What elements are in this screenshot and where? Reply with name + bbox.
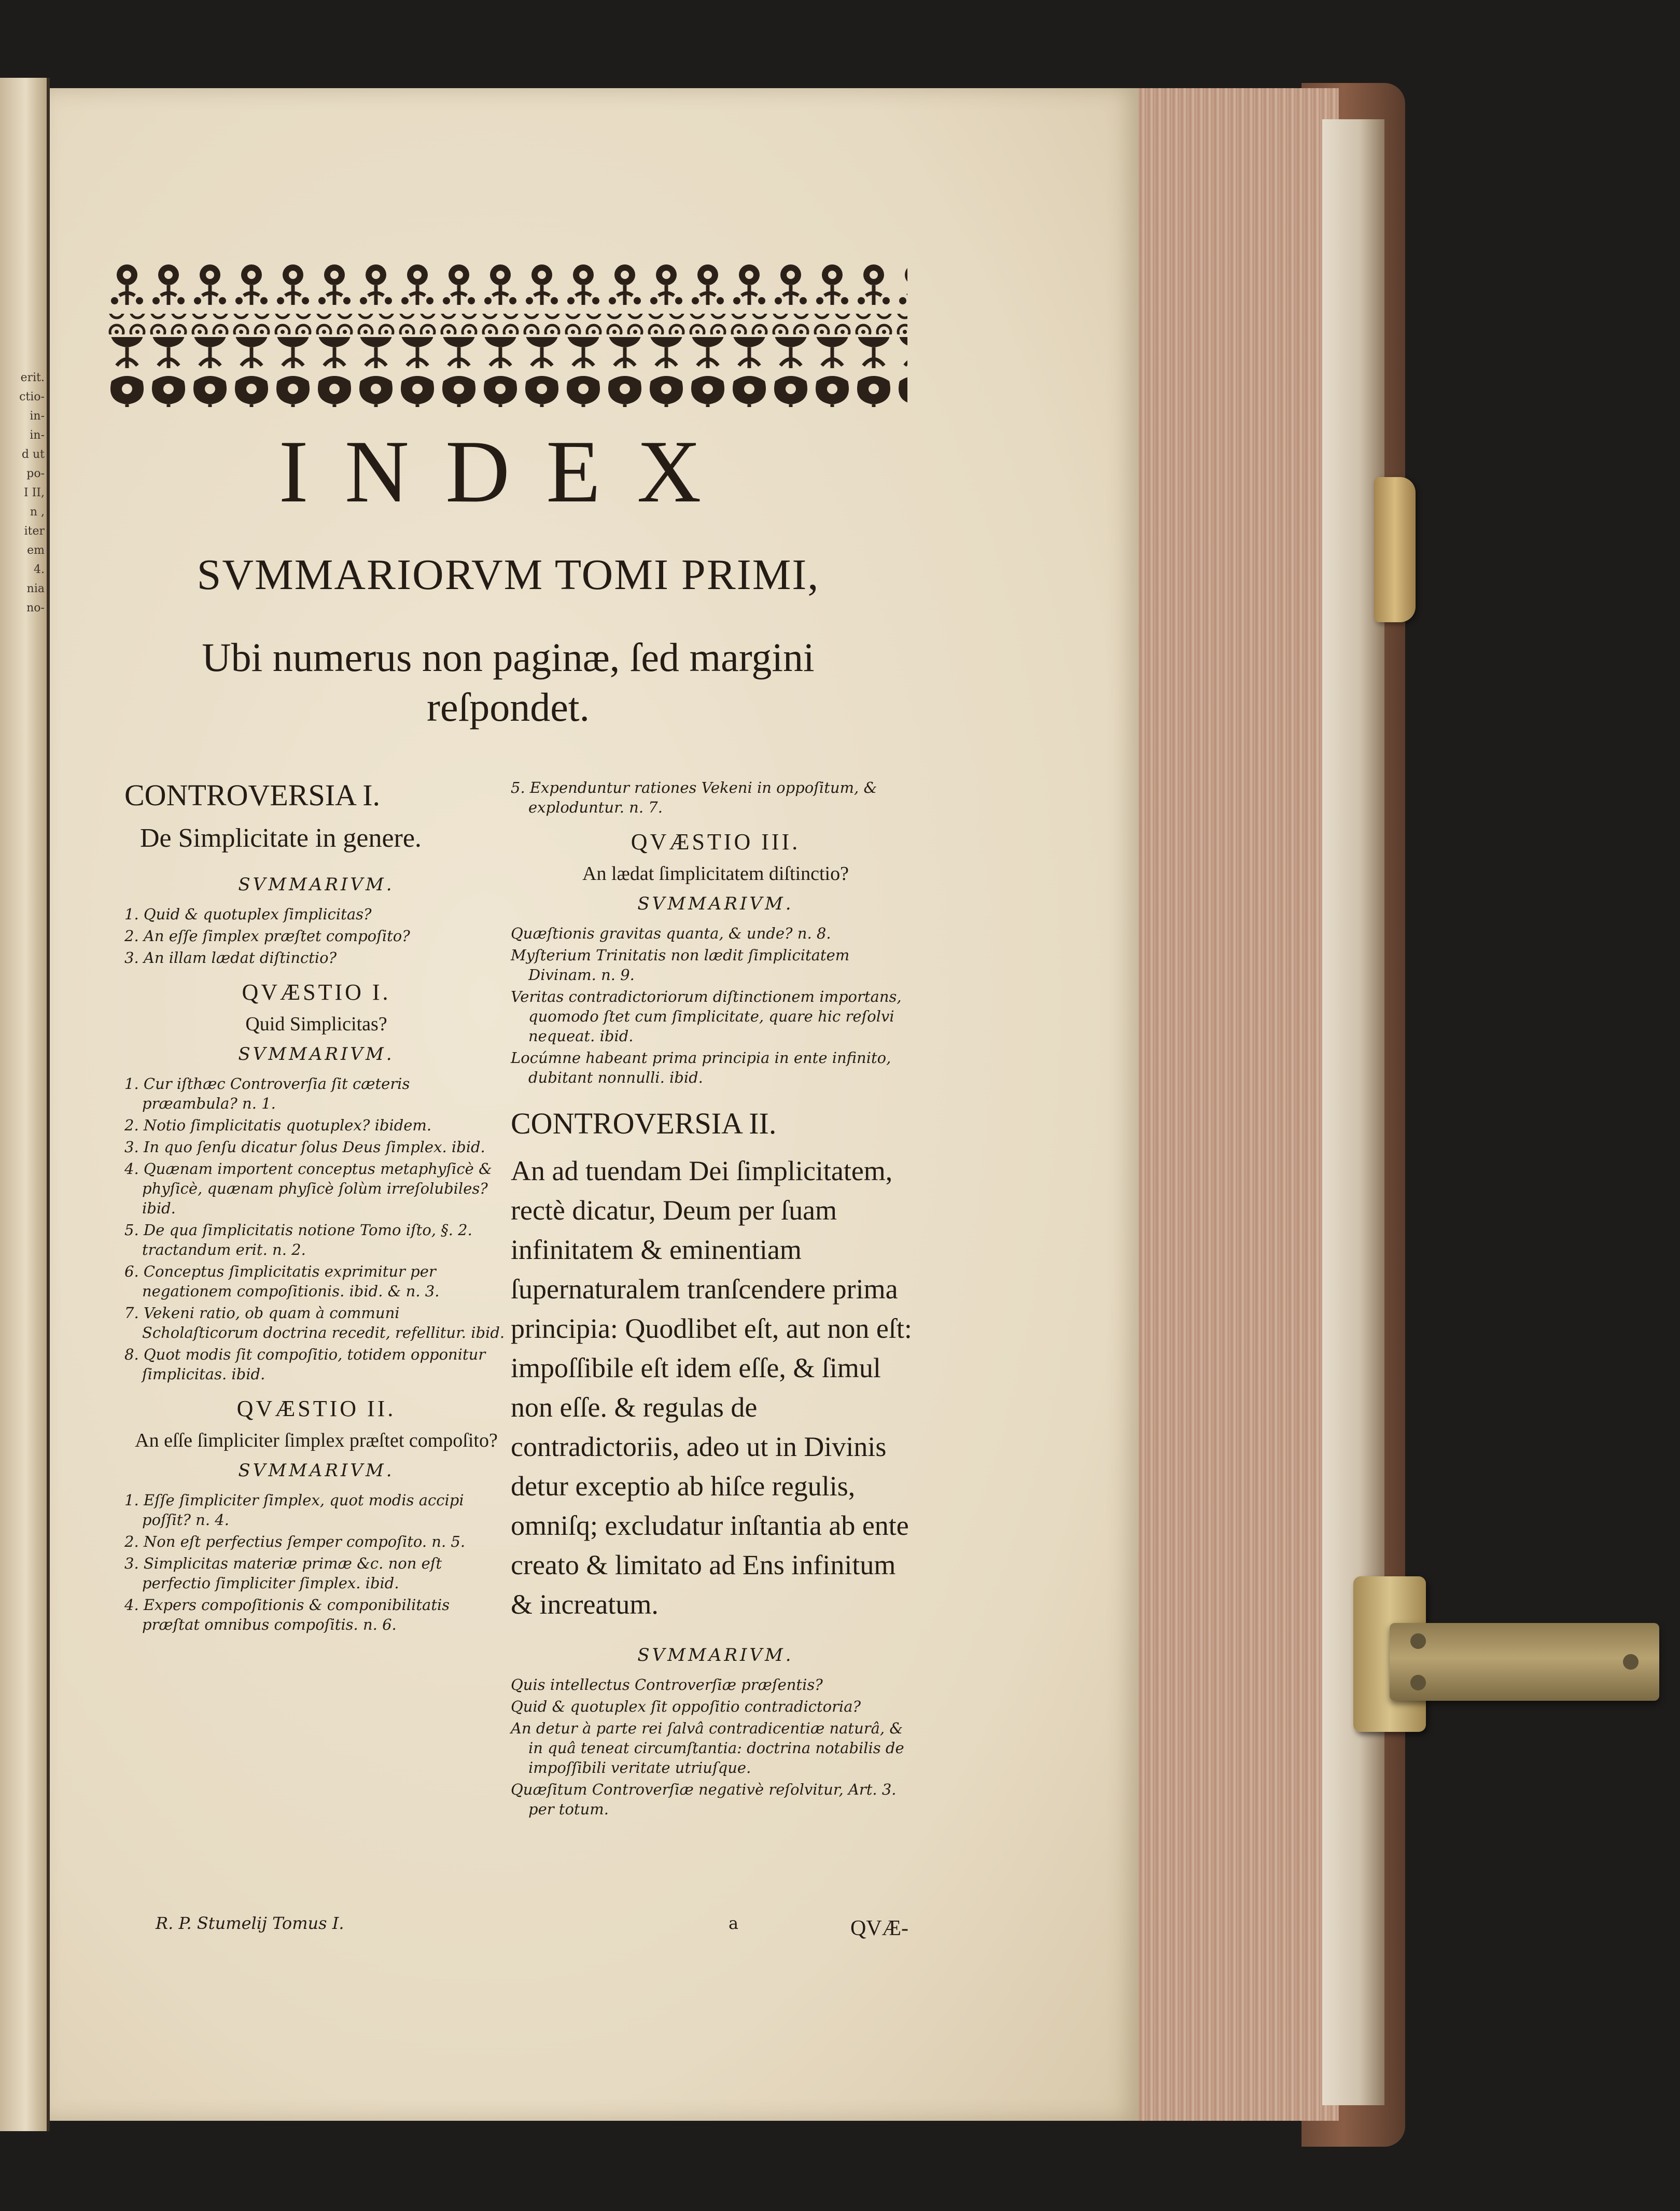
page-block-fore-edge xyxy=(1119,88,1339,2121)
left-fragment: n , xyxy=(30,506,45,519)
left-fragment: in- xyxy=(30,429,45,442)
left-page-edge xyxy=(0,78,50,2131)
summary-item: Quis intellectus Controverſiæ præſentis? xyxy=(511,1676,823,1694)
right-column xyxy=(511,778,920,1821)
summary-item: Myſterium Trinitatis non lædit ſimplicitatem Divinam. n. 9. xyxy=(511,946,850,984)
summary-item: 4. Expers compoſitionis & componibilitatis præſtat omnibus compoſitis. n. 6. xyxy=(124,1596,450,1633)
summary-item: 8. Quot modis ſit compoſitio, totidem opponitur ſimplicitas. ibid. xyxy=(124,1346,486,1383)
summary-item: 6. Conceptus ſimplicitatis exprimitur per negationem compoſitionis. ibid. & n. 3. xyxy=(124,1263,440,1300)
left-fragment: no- xyxy=(26,601,45,614)
left-fragment: em xyxy=(27,544,45,557)
signature-mark: a xyxy=(729,1913,739,1933)
rivet xyxy=(1410,1633,1426,1649)
summary-item: 7. Vekeni ratio, ob quam à communi Scholaſticorum doctrina recedit, refellitur. ibid. xyxy=(124,1304,505,1341)
controversia-2-heading: CONTROVERSIA II. xyxy=(511,1107,777,1140)
index-title: INDEX xyxy=(278,423,738,521)
summary-item: Veritas contradictoriorum diſtinctionem importans, quomodo ſtet cum ſimplicitate, quare hic reſolvi nequeat. ibid. xyxy=(511,988,902,1045)
left-fragment: iter xyxy=(24,525,45,538)
summary-item: 4. Quænam importent conceptus metaphyſicè & phyſicè, quænam phyſicè ſolùm irreſolubiles? ibid. xyxy=(124,1160,492,1217)
left-fragment: I II, xyxy=(23,486,45,499)
summary-item: Quæſitum Controverſiæ negativè reſolvitur, Art. 3. per totum. xyxy=(511,1781,897,1818)
left-fragment: d ut xyxy=(21,448,45,461)
summarium-label: SVMMARIVM. xyxy=(637,1645,794,1666)
summarium-label: SVMMARIVM. xyxy=(238,874,395,895)
quaestio-3-label: QVÆSTIO III. xyxy=(631,829,801,855)
summary-item: 3. In quo ſenſu dicatur ſolus Deus ſimplex. ibid. xyxy=(124,1138,485,1156)
controversia-1-heading: CONTROVERSIA I. xyxy=(124,778,381,812)
left-fragment: nia xyxy=(26,582,45,595)
summary-item: 3. An illam lædat diſtinctio? xyxy=(124,949,337,967)
summary-item: 1. Eſſe ſimpliciter ſimplex, quot modis accipi poſſit? n. 4. xyxy=(124,1491,464,1529)
summary-item: 1. Cur iſthæc Controverſia ſit cæteris præambula? n. 1. xyxy=(124,1075,410,1112)
summary-item: Locúmne habeant prima principia in ente infinito, dubitant nonnulli. ibid. xyxy=(511,1049,891,1086)
controversia-2-question: An ad tuendam Dei ſimplicitatem, rectè dicatur, Deum per ſuam infinitatem & eminentiam ſupernaturalem tranſcendere prima principia: Quodlibet eſt, aut non eſt: impoſſibile eſt idem eſſe, & ſimul non eſſe. & regulas de contradictoriis, adeo ut in Divinis detur exceptio ab hiſce regulis, omniſq; excludatur inſtantia ab ente creato & limitato ad Ens infinitum & increatum. xyxy=(511,1155,912,1620)
rivet xyxy=(1410,1675,1426,1690)
left-fragment: ctio- xyxy=(19,390,45,403)
rivet xyxy=(1623,1654,1639,1670)
signature-line: R. P. Stumelij Tomus I. xyxy=(156,1913,344,1933)
summary-item: An detur à parte rei ſalvâ contradicentiæ naturâ, & in quâ teneat circumſtantia: doctrina notabilis de impoſſibili veritate utriuſque. xyxy=(511,1719,904,1776)
left-page-text-fragments xyxy=(3,368,45,618)
summary-item: Quid & quotuplex ſit oppoſitio contradictoria? xyxy=(511,1698,861,1715)
decorative-headpiece xyxy=(106,259,907,410)
quaestio-2-label: QVÆSTIO II. xyxy=(236,1396,396,1421)
quaestio-3-title: An lædat ſimplicitatem diſtinctio? xyxy=(582,863,849,885)
summary-item: Quæſtionis gravitas quanta, & unde? n. 8. xyxy=(511,925,831,942)
summarium-label: SVMMARIVM. xyxy=(637,893,794,914)
index-subtitle: SVMMARIORVM TOMI PRIMI, xyxy=(197,551,820,599)
summary-item: 5. De qua ſimplicitatis notione Tomo iſto, §. 2. tractandum erit. n. 2. xyxy=(124,1221,472,1258)
left-fragment: po- xyxy=(26,467,45,480)
controversia-1-subheading: De Simplicitate in genere. xyxy=(140,823,422,853)
quaestio-1-label: QVÆSTIO I. xyxy=(242,979,391,1005)
quaestio-1-title: Quid Simplicitas? xyxy=(245,1013,387,1035)
summary-item: 2. Non eſt perfectius ſemper compoſito. n. 5. xyxy=(124,1533,466,1550)
quaestio-2-title: An eſſe ſimpliciter ſimplex præſtet compoſito? xyxy=(135,1430,498,1451)
left-fragment: erit. xyxy=(20,371,45,384)
index-note: Ubi numerus non paginæ, ſed margini reſpondet. xyxy=(202,635,815,730)
left-column xyxy=(124,778,508,1636)
summary-item: 1. Quid & quotuplex ſimplicitas? xyxy=(124,905,372,923)
summary-item: 3. Simplicitas materiæ primæ &c. non eſt perfectio ſimpliciter ſimplex. ibid. xyxy=(124,1555,442,1592)
summary-item: 2. Notio ſimplicitatis quotuplex? ibidem. xyxy=(124,1116,432,1134)
upper-clasp xyxy=(1374,477,1416,622)
summarium-label: SVMMARIVM. xyxy=(238,1044,395,1065)
lower-clasp-strap xyxy=(1390,1623,1659,1701)
carry-over-item: 5. Expenduntur rationes Vekeni in oppoſitum, & exploduntur. n. 7. xyxy=(511,779,877,816)
left-fragment: in- xyxy=(30,410,45,423)
summarium-label: SVMMARIVM. xyxy=(238,1460,395,1481)
page-block-shade xyxy=(1322,119,1384,2105)
summary-item: 2. An eſſe ſimplex præſtet compoſito? xyxy=(124,927,410,945)
catchword: QVÆ- xyxy=(850,1916,908,1940)
left-fragment: 4. xyxy=(34,563,45,576)
